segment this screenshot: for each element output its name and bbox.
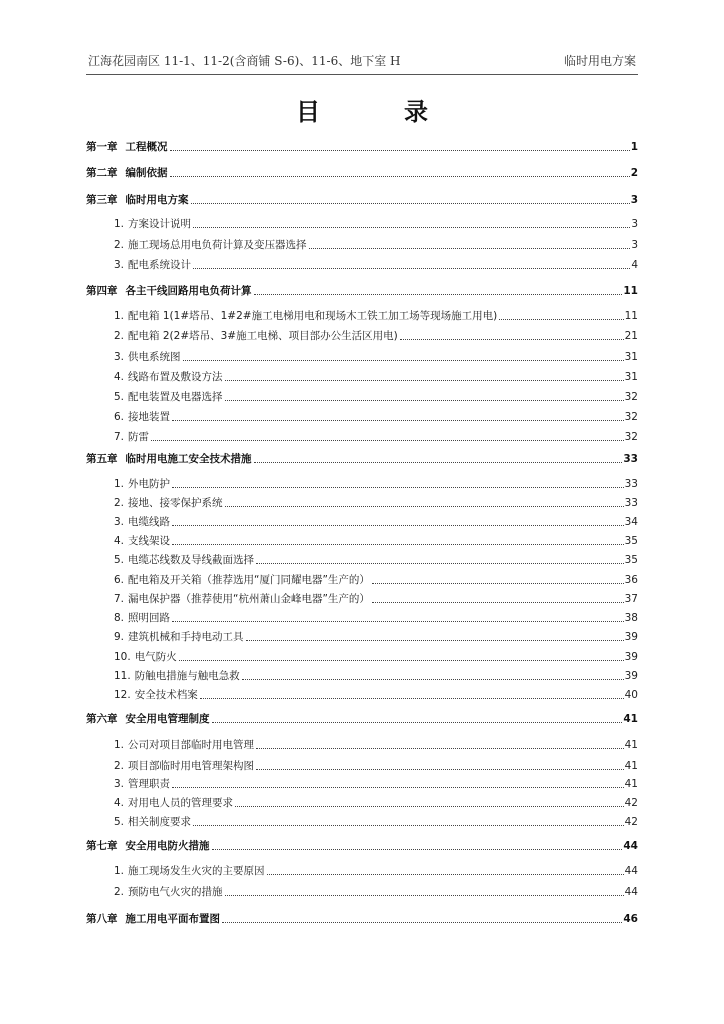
toc-entry-text: 支线架设 bbox=[128, 535, 171, 547]
toc-page-number: 31 bbox=[624, 351, 638, 363]
toc-page-number: 3 bbox=[631, 218, 638, 230]
toc-entry-title bbox=[86, 452, 252, 466]
toc-entry-title bbox=[114, 534, 170, 548]
toc-page-number: 31 bbox=[624, 371, 638, 383]
toc-entry-title bbox=[86, 712, 210, 726]
toc-leader-dots bbox=[254, 461, 623, 463]
toc-entry-number: 2. bbox=[114, 330, 125, 342]
toc-entry-title bbox=[114, 370, 223, 384]
toc-page-number: 46 bbox=[623, 913, 638, 925]
header-document-type: 临时用电方案 bbox=[563, 54, 636, 68]
toc-leader-dots bbox=[183, 359, 624, 361]
toc-leader-dots bbox=[179, 659, 624, 661]
toc-page-number: 44 bbox=[624, 865, 638, 877]
toc-entry-text: 临时用电施工安全技术措施 bbox=[125, 453, 252, 465]
toc-page-number: 38 bbox=[624, 612, 638, 624]
toc-entry-text: 配电系统设计 bbox=[128, 259, 192, 271]
toc-entry-text: 建筑机械和手持电动工具 bbox=[128, 631, 244, 643]
toc-entry-title bbox=[114, 258, 191, 272]
toc-entry-text: 管理职责 bbox=[128, 778, 171, 790]
toc-section-entry[interactable] bbox=[114, 553, 638, 567]
toc-page-number: 40 bbox=[624, 689, 638, 701]
toc-leader-dots bbox=[170, 175, 630, 177]
toc-leader-dots bbox=[242, 678, 624, 680]
toc-page-number: 41 bbox=[624, 778, 638, 790]
toc-entry-number: 2. bbox=[114, 239, 125, 251]
toc-leader-dots bbox=[191, 202, 630, 204]
toc-page-number: 42 bbox=[624, 816, 638, 828]
toc-leader-dots bbox=[254, 293, 623, 295]
toc-leader-dots bbox=[151, 439, 624, 441]
toc-leader-dots bbox=[267, 873, 624, 875]
toc-entry-title bbox=[86, 284, 252, 298]
toc-page-number: 36 bbox=[624, 574, 638, 586]
toc-entry-title bbox=[114, 410, 170, 424]
page-header bbox=[86, 48, 638, 72]
toc-page-number: 32 bbox=[624, 411, 638, 423]
toc-entry-number: 11. bbox=[114, 670, 131, 682]
toc-page-number: 11 bbox=[624, 310, 638, 322]
toc-page-number: 44 bbox=[623, 840, 638, 852]
toc-section-entry[interactable] bbox=[114, 650, 638, 664]
toc-section-entry[interactable] bbox=[114, 592, 638, 606]
toc-entry-number: 5. bbox=[114, 391, 125, 403]
toc-entry-text: 接地、接零保护系统 bbox=[128, 497, 223, 509]
toc-entry-text: 电气防火 bbox=[134, 651, 177, 663]
toc-section-entry[interactable] bbox=[114, 815, 638, 829]
toc-entry-text: 电缆芯线数及导线截面选择 bbox=[128, 554, 255, 566]
toc-entry-title bbox=[114, 738, 254, 752]
toc-entry-title bbox=[114, 592, 370, 606]
toc-chapter-entry[interactable] bbox=[86, 839, 638, 853]
toc-entry-text: 预防电气火灾的措施 bbox=[128, 886, 223, 898]
toc-leader-dots bbox=[200, 697, 624, 699]
toc-entry-title bbox=[114, 630, 244, 644]
toc-page-number: 33 bbox=[624, 497, 638, 509]
toc-entry-number: 第七章 bbox=[86, 840, 118, 852]
toc-entry-text: 临时用电方案 bbox=[125, 194, 189, 206]
toc-entry-text: 供电系统图 bbox=[128, 351, 181, 363]
toc-entry-title bbox=[114, 688, 198, 702]
toc-entry-title bbox=[114, 573, 370, 587]
toc-page-number: 39 bbox=[624, 651, 638, 663]
toc-entry-text: 公司对项目部临时用电管理 bbox=[128, 739, 255, 751]
toc-entry-number: 3. bbox=[114, 516, 125, 528]
toc-entry-number: 8. bbox=[114, 612, 125, 624]
toc-entry-title bbox=[114, 390, 223, 404]
toc-entry-text: 对用电人员的管理要求 bbox=[128, 797, 234, 809]
toc-entry-text: 配电箱 1(1#塔吊、1#2#施工电梯用电和现场木工铁工加工场等现场施工用电) bbox=[128, 310, 498, 322]
toc-entry-title bbox=[114, 777, 170, 791]
toc-page-number: 3 bbox=[631, 239, 638, 251]
toc-section-entry[interactable] bbox=[114, 777, 638, 791]
toc-section-entry[interactable] bbox=[114, 309, 638, 323]
toc-chapter-entry[interactable] bbox=[86, 140, 638, 154]
toc-entry-number: 7. bbox=[114, 593, 125, 605]
toc-chapter-entry[interactable] bbox=[86, 712, 638, 726]
toc-page-number: 32 bbox=[624, 391, 638, 403]
toc-leader-dots bbox=[225, 894, 624, 896]
toc-leader-dots bbox=[212, 848, 623, 850]
toc-entry-number: 6. bbox=[114, 411, 125, 423]
toc-leader-dots bbox=[170, 149, 630, 151]
toc-entry-title bbox=[114, 477, 170, 491]
toc-leader-dots bbox=[212, 721, 623, 723]
toc-page-number: 34 bbox=[624, 516, 638, 528]
toc-entry-number: 2. bbox=[114, 760, 125, 772]
toc-leader-dots bbox=[256, 562, 624, 564]
toc-section-entry[interactable] bbox=[114, 759, 638, 773]
toc-leader-dots bbox=[225, 399, 624, 401]
toc-page-number: 35 bbox=[624, 554, 638, 566]
toc-entry-number: 6. bbox=[114, 574, 125, 586]
toc-section-entry[interactable] bbox=[114, 258, 638, 272]
toc-section-entry[interactable] bbox=[114, 217, 638, 231]
toc-entry-number: 9. bbox=[114, 631, 125, 643]
toc-leader-dots bbox=[222, 921, 622, 923]
toc-entry-title bbox=[114, 430, 149, 444]
toc-section-entry[interactable] bbox=[114, 738, 638, 752]
toc-section-entry[interactable] bbox=[114, 370, 638, 384]
toc-leader-dots bbox=[256, 747, 624, 749]
toc-entry-number: 第二章 bbox=[86, 167, 118, 179]
toc-entry-title bbox=[114, 759, 254, 773]
toc-section-entry[interactable] bbox=[114, 688, 638, 702]
toc-entry-number: 第四章 bbox=[86, 285, 118, 297]
toc-section-entry[interactable] bbox=[114, 864, 638, 878]
toc-entry-text: 漏电保护器（推荐使用“杭州萧山金峰电器”生产的） bbox=[128, 593, 370, 605]
toc-section-entry[interactable] bbox=[114, 477, 638, 491]
toc-entry-title bbox=[114, 669, 240, 683]
toc-entry-title bbox=[114, 238, 307, 252]
toc-entry-text: 施工现场发生火灾的主要原因 bbox=[128, 865, 265, 877]
toc-leader-dots bbox=[372, 582, 624, 584]
toc-section-entry[interactable] bbox=[114, 796, 638, 810]
toc-entry-text: 安全用电管理制度 bbox=[125, 713, 210, 725]
toc-section-entry[interactable] bbox=[114, 534, 638, 548]
toc-entry-title bbox=[114, 309, 497, 323]
toc-section-entry[interactable] bbox=[114, 329, 638, 343]
toc-entry-text: 方案设计说明 bbox=[128, 218, 192, 230]
toc-leader-dots bbox=[309, 247, 631, 249]
toc-page-number: 39 bbox=[624, 670, 638, 682]
toc-entry-title bbox=[114, 815, 191, 829]
header-divider bbox=[86, 74, 638, 75]
toc-leader-dots bbox=[499, 318, 623, 320]
toc-entry-number: 3. bbox=[114, 778, 125, 790]
toc-section-entry[interactable] bbox=[114, 573, 638, 587]
toc-leader-dots bbox=[372, 601, 624, 603]
toc-entry-title bbox=[86, 912, 220, 926]
toc-entry-number: 1. bbox=[114, 865, 125, 877]
toc-entry-title bbox=[114, 217, 191, 231]
toc-leader-dots bbox=[172, 620, 624, 622]
toc-entry-number: 4. bbox=[114, 535, 125, 547]
toc-entry-text: 外电防护 bbox=[128, 478, 171, 490]
toc-entry-text: 电缆线路 bbox=[128, 516, 171, 528]
toc-entry-text: 编制依据 bbox=[125, 167, 168, 179]
toc-entry-number: 1. bbox=[114, 218, 125, 230]
toc-page-number: 21 bbox=[624, 330, 638, 342]
toc-leader-dots bbox=[172, 524, 624, 526]
toc-leader-dots bbox=[193, 824, 624, 826]
toc-entry-text: 防触电措施与触电急救 bbox=[134, 670, 240, 682]
toc-page-number: 37 bbox=[624, 593, 638, 605]
toc-entry-title bbox=[114, 553, 254, 567]
toc-page-number: 35 bbox=[624, 535, 638, 547]
toc-entry-title bbox=[114, 611, 170, 625]
toc-section-entry[interactable] bbox=[114, 611, 638, 625]
toc-section-entry[interactable] bbox=[114, 430, 638, 444]
toc-chapter-entry[interactable] bbox=[86, 166, 638, 180]
toc-leader-dots bbox=[193, 226, 630, 228]
toc-entry-text: 项目部临时用电管理架构图 bbox=[128, 760, 255, 772]
toc-page-number: 42 bbox=[624, 797, 638, 809]
toc-entry-text: 相关制度要求 bbox=[128, 816, 192, 828]
toc-entry-text: 防雷 bbox=[128, 431, 150, 443]
toc-entry-text: 线路布置及敷设方法 bbox=[128, 371, 223, 383]
toc-entry-text: 施工现场总用电负荷计算及变压器选择 bbox=[128, 239, 307, 251]
toc-entry-text: 工程概况 bbox=[125, 141, 168, 153]
toc-entry-title bbox=[86, 839, 210, 853]
toc-section-entry[interactable] bbox=[114, 630, 638, 644]
toc-entry-title bbox=[114, 885, 223, 899]
toc-leader-dots bbox=[225, 379, 624, 381]
toc-entry-title bbox=[114, 650, 177, 664]
page-title: 目 录 bbox=[296, 97, 458, 126]
toc-entry-number: 1. bbox=[114, 478, 125, 490]
toc-entry-number: 5. bbox=[114, 816, 125, 828]
toc-entry-title bbox=[114, 496, 223, 510]
toc-page-number: 39 bbox=[624, 631, 638, 643]
toc-entry-title bbox=[86, 166, 168, 180]
toc-entry-text: 配电装置及电器选择 bbox=[128, 391, 223, 403]
toc-page-number: 4 bbox=[631, 259, 638, 271]
toc-entry-title bbox=[86, 140, 168, 154]
toc-page-number: 44 bbox=[624, 886, 638, 898]
toc-section-entry[interactable] bbox=[114, 669, 638, 683]
toc-page-number: 33 bbox=[623, 453, 638, 465]
toc-entry-text: 各主干线回路用电负荷计算 bbox=[125, 285, 252, 297]
toc-section-entry[interactable] bbox=[114, 410, 638, 424]
toc-leader-dots bbox=[193, 267, 630, 269]
toc-section-entry[interactable] bbox=[114, 515, 638, 529]
toc-entry-number: 4. bbox=[114, 371, 125, 383]
toc-page-number: 1 bbox=[630, 141, 638, 153]
toc-entry-number: 2. bbox=[114, 886, 125, 898]
toc-entry-text: 配电箱 2(2#塔吊、3#施工电梯、项目部办公生活区用电) bbox=[128, 330, 398, 342]
toc-entry-number: 3. bbox=[114, 351, 125, 363]
toc-entry-title bbox=[114, 864, 265, 878]
toc-section-entry[interactable] bbox=[114, 350, 638, 364]
toc-leader-dots bbox=[172, 419, 624, 421]
toc-leader-dots bbox=[172, 543, 624, 545]
toc-entry-text: 安全用电防火措施 bbox=[125, 840, 210, 852]
toc-page-number: 41 bbox=[624, 760, 638, 772]
toc-chapter-entry[interactable] bbox=[86, 193, 638, 207]
toc-section-entry[interactable] bbox=[114, 390, 638, 404]
toc-entry-number: 第八章 bbox=[86, 913, 118, 925]
toc-entry-number: 7. bbox=[114, 431, 125, 443]
toc-section-entry[interactable] bbox=[114, 238, 638, 252]
toc-leader-dots bbox=[246, 639, 624, 641]
toc-entry-number: 10. bbox=[114, 651, 131, 663]
toc-chapter-entry[interactable] bbox=[86, 912, 638, 926]
toc-entry-number: 1. bbox=[114, 739, 125, 751]
toc-entry-number: 第一章 bbox=[86, 141, 118, 153]
toc-entry-text: 安全技术档案 bbox=[134, 689, 198, 701]
toc-page-number: 2 bbox=[630, 167, 638, 179]
toc-chapter-entry[interactable] bbox=[86, 284, 638, 298]
toc-entry-number: 第五章 bbox=[86, 453, 118, 465]
toc-entry-title bbox=[114, 796, 233, 810]
toc-page-number: 33 bbox=[624, 478, 638, 490]
toc-entry-number: 第六章 bbox=[86, 713, 118, 725]
toc-entry-text: 接地装置 bbox=[128, 411, 171, 423]
toc-entry-text: 施工用电平面布置图 bbox=[125, 913, 220, 925]
toc-page-number: 32 bbox=[624, 431, 638, 443]
toc-entry-number: 2. bbox=[114, 497, 125, 509]
toc-entry-text: 配电箱及开关箱（推荐选用“厦门同耀电器”生产的） bbox=[128, 574, 370, 586]
toc-entry-number: 3. bbox=[114, 259, 125, 271]
toc-entry-title bbox=[114, 515, 170, 529]
toc-leader-dots bbox=[400, 338, 624, 340]
toc-chapter-entry[interactable] bbox=[86, 452, 638, 466]
toc-entry-title bbox=[114, 329, 398, 343]
toc-page-number: 11 bbox=[623, 285, 638, 297]
toc-entry-number: 第三章 bbox=[86, 194, 118, 206]
toc-section-entry[interactable] bbox=[114, 885, 638, 899]
toc-page-number: 41 bbox=[624, 739, 638, 751]
toc-page-number: 3 bbox=[630, 194, 638, 206]
toc-leader-dots bbox=[172, 786, 624, 788]
toc-section-entry[interactable] bbox=[114, 496, 638, 510]
toc-entry-number: 5. bbox=[114, 554, 125, 566]
header-project-name: 江海花园南区 11-1、11-2(含商铺 S-6)、11-6、地下室 H bbox=[88, 54, 401, 68]
toc-page-number: 41 bbox=[623, 713, 638, 725]
toc-leader-dots bbox=[225, 505, 624, 507]
toc-entry-title bbox=[86, 193, 189, 207]
toc-entry-text: 照明回路 bbox=[128, 612, 171, 624]
toc-entry-title bbox=[114, 350, 181, 364]
toc-leader-dots bbox=[172, 486, 624, 488]
toc-entry-number: 4. bbox=[114, 797, 125, 809]
toc-entry-number: 1. bbox=[114, 310, 125, 322]
toc-leader-dots bbox=[235, 805, 624, 807]
toc-leader-dots bbox=[256, 768, 624, 770]
toc-entry-number: 12. bbox=[114, 689, 131, 701]
